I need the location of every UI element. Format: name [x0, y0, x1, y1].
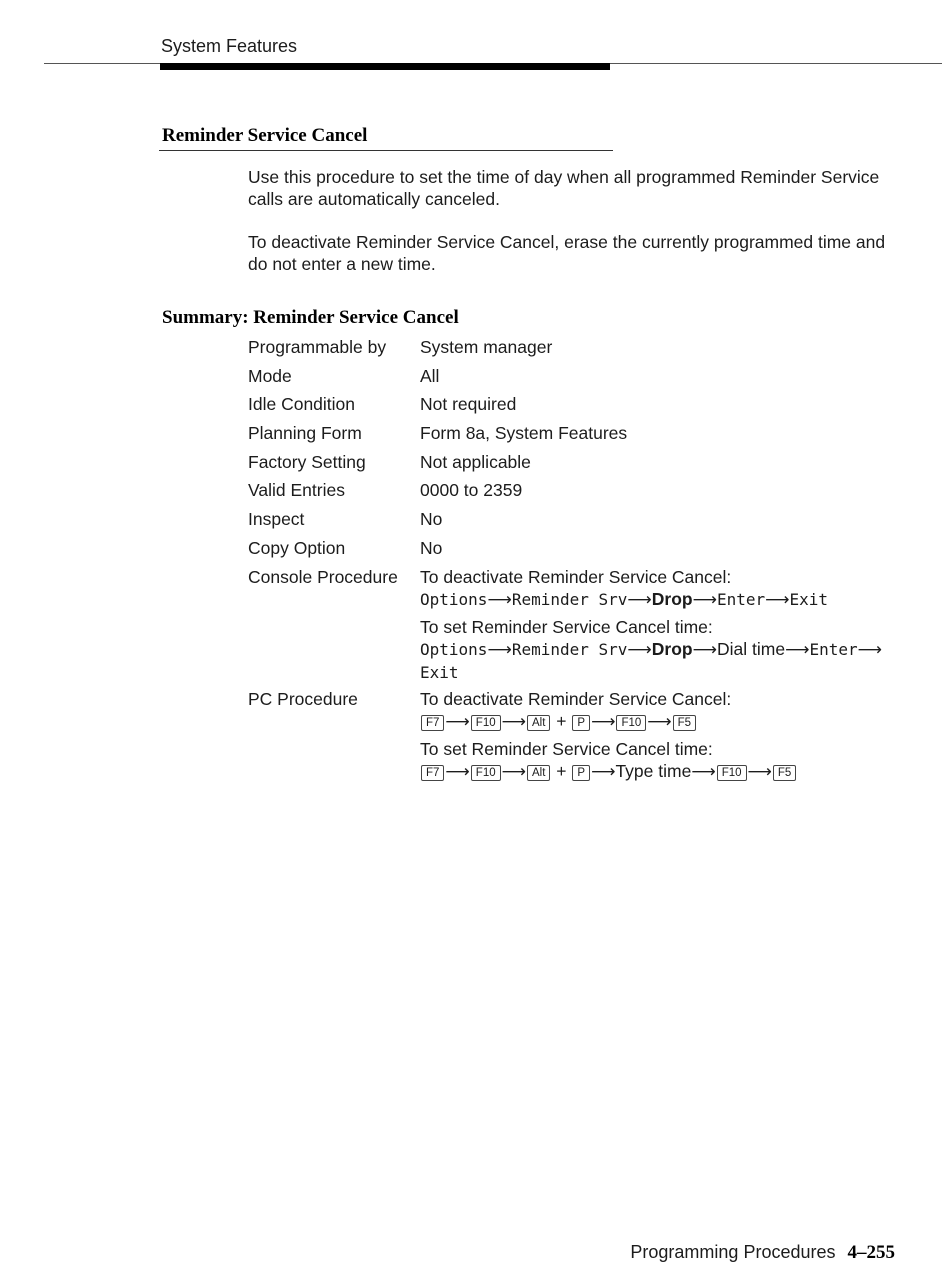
p-key-icon: P: [572, 765, 590, 781]
enter-token: Enter: [809, 640, 858, 659]
f5-key-icon: F5: [673, 715, 696, 731]
console-set-sequence-cont: [420, 661, 882, 684]
plus-sign: +: [556, 711, 567, 731]
pc-deactivate-intro: To deactivate Reminder Service Cancel:: [420, 689, 732, 709]
arrow-icon: ⟶: [692, 640, 717, 659]
arrow-icon: ⟶: [591, 712, 616, 731]
pc-procedure-label: PC Procedure: [248, 689, 358, 709]
section-title-underline: [159, 150, 613, 151]
section-title: Reminder Service Cancel: [162, 125, 368, 146]
arrow-icon: ⟶: [501, 762, 526, 781]
drop-token: Drop: [651, 639, 693, 659]
enter-token: Enter: [716, 590, 766, 609]
drop-token: Drop: [651, 589, 693, 609]
p-key-icon: P: [572, 715, 590, 731]
intro-paragraph: Use this procedure to set the time of day when all programmed Reminder Service calls are automatically canceled.: [248, 167, 880, 209]
exit-token: Exit: [420, 663, 459, 682]
arrow-icon: ⟶: [647, 712, 672, 731]
idle-condition-label: Idle Condition: [248, 394, 356, 414]
pc-deactivate-sequence: [420, 710, 731, 733]
console-set-sequence: [420, 638, 882, 661]
f10-key-icon: F10: [717, 765, 747, 781]
planning-form-label: Planning Form: [248, 423, 362, 443]
arrow-icon: ⟶: [692, 590, 717, 609]
arrow-icon: ⟶: [691, 762, 716, 781]
f5-key-icon: F5: [773, 765, 796, 781]
options-token: Options: [420, 640, 488, 659]
footer-chapter: Programming Procedures: [630, 1242, 836, 1262]
arrow-icon: ⟶: [747, 762, 772, 781]
pc-set-sequence: [420, 760, 797, 783]
console-deactivate-sequence: [420, 588, 828, 611]
exit-token: Exit: [789, 590, 829, 609]
arrow-icon: ⟶: [445, 762, 470, 781]
inspect-value: No: [420, 509, 443, 529]
pc-deactivate-block: [420, 688, 731, 733]
alt-key-icon: Alt: [527, 765, 550, 781]
header-rule-thick: [160, 63, 610, 70]
header-title: System Features: [161, 36, 298, 56]
f7-key-icon: F7: [421, 715, 444, 731]
f10-key-icon: F10: [471, 715, 501, 731]
summary-title: Summary: Reminder Service Cancel: [162, 307, 459, 328]
arrow-icon: ⟶: [765, 590, 790, 609]
arrow-icon: ⟶: [627, 590, 652, 609]
reminder-srv-token: Reminder Srv: [511, 590, 628, 609]
console-procedure-label: Console Procedure: [248, 567, 398, 587]
arrow-icon: ⟶: [857, 640, 882, 659]
factory-setting-value: Not applicable: [420, 452, 531, 472]
programmable-by-value: System manager: [420, 337, 553, 357]
f10-key-icon: F10: [471, 765, 501, 781]
arrow-icon: ⟶: [627, 640, 652, 659]
arrow-icon: ⟶: [785, 640, 810, 659]
f7-key-icon: F7: [421, 765, 444, 781]
reminder-srv-token: Reminder Srv: [511, 640, 628, 659]
console-deactivate-block: [420, 566, 828, 611]
deactivate-paragraph: To deactivate Reminder Service Cancel, erase the currently programmed time and do not enter a new time.: [248, 232, 886, 274]
copy-option-value: No: [420, 538, 443, 558]
dial-time-token: Dial time: [716, 639, 786, 659]
arrow-icon: ⟶: [487, 590, 512, 609]
plus-sign: +: [556, 761, 567, 781]
f10-key-icon: F10: [616, 715, 646, 731]
type-time-token: Type time: [615, 761, 692, 781]
pc-set-intro: To set Reminder Service Cancel time:: [420, 739, 713, 759]
idle-condition-value: Not required: [420, 394, 517, 414]
inspect-label: Inspect: [248, 509, 305, 529]
copy-option-label: Copy Option: [248, 538, 346, 558]
valid-entries-value: 0000 to 2359: [420, 480, 523, 500]
pc-set-block: [420, 738, 797, 783]
page-footer: [630, 1242, 895, 1264]
arrow-icon: ⟶: [445, 712, 470, 731]
console-set-intro: To set Reminder Service Cancel time:: [420, 617, 713, 637]
page-number: 4–255: [847, 1242, 895, 1263]
programmable-by-label: Programmable by: [248, 337, 387, 357]
planning-form-value: Form 8a, System Features: [420, 423, 628, 443]
valid-entries-label: Valid Entries: [248, 480, 345, 500]
arrow-icon: ⟶: [487, 640, 512, 659]
mode-value: All: [420, 366, 440, 386]
alt-key-icon: Alt: [527, 715, 550, 731]
factory-setting-label: Factory Setting: [248, 452, 366, 472]
arrow-icon: ⟶: [591, 762, 616, 781]
console-set-block: [420, 616, 882, 684]
console-deactivate-intro: To deactivate Reminder Service Cancel:: [420, 567, 732, 587]
options-token: Options: [420, 590, 488, 609]
arrow-icon: ⟶: [501, 712, 526, 731]
mode-label: Mode: [248, 366, 292, 386]
